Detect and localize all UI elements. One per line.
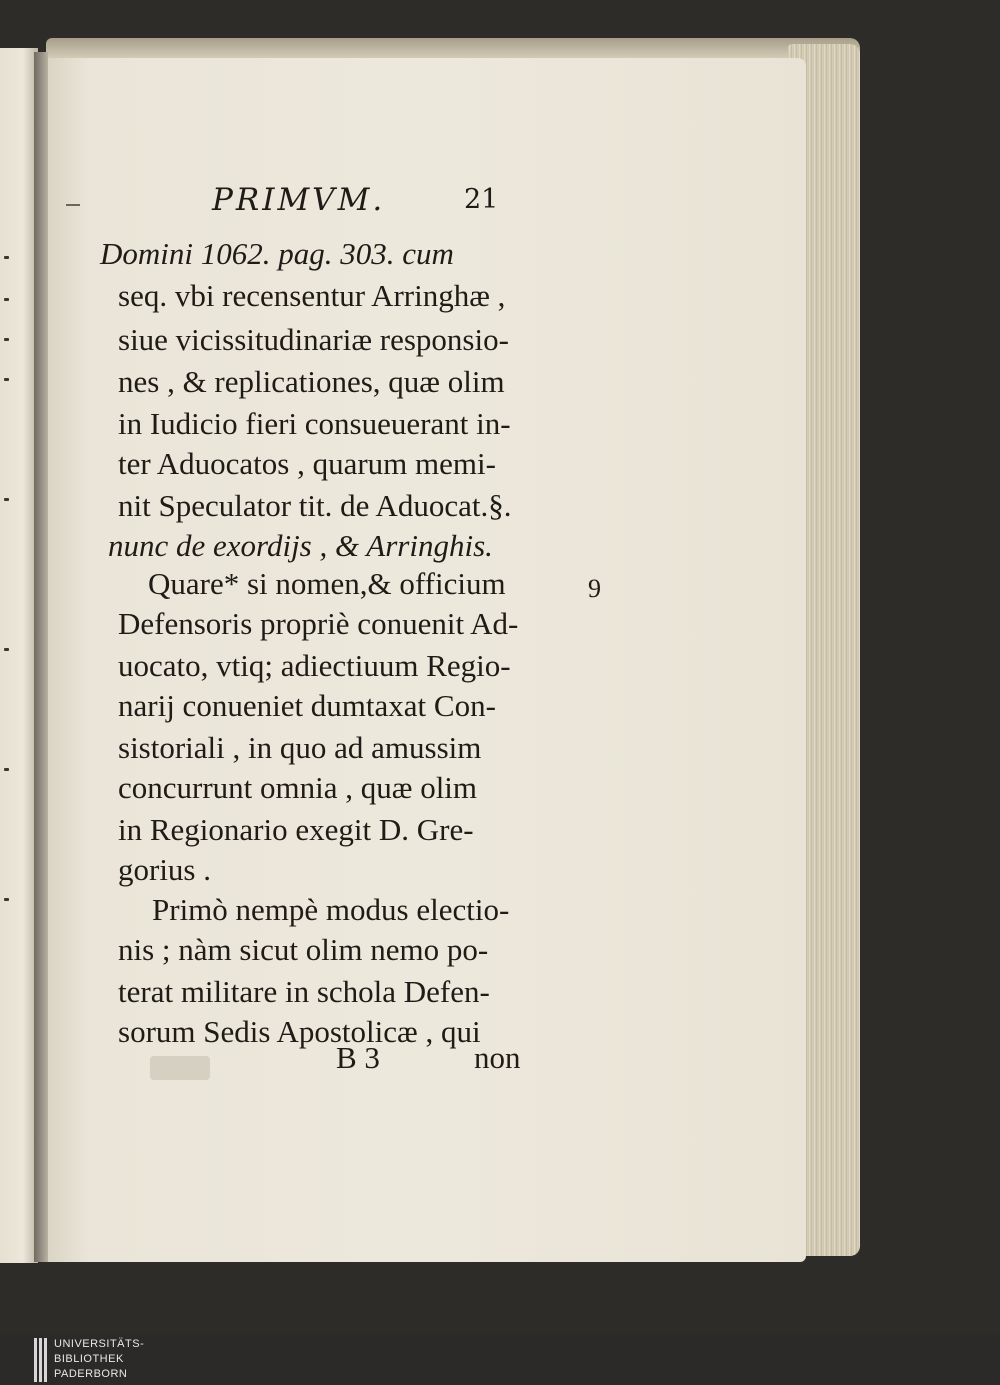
book-gutter	[34, 52, 48, 1262]
ink-mark	[4, 498, 9, 501]
text-line: nes , & replicationes, quæ olim	[118, 364, 505, 399]
library-name-line3: PADERBORN	[54, 1368, 128, 1380]
text-line: seq. vbi recensentur Arringhæ ,	[118, 278, 506, 313]
ink-mark	[4, 648, 9, 651]
text-line: uocato, vtiq; adiectiuum Regio-	[118, 648, 511, 683]
text-line: nit Speculator tit. de Aduocat.§.	[118, 488, 512, 523]
ink-mark	[4, 768, 9, 771]
library-name	[54, 1337, 144, 1382]
ink-bleed	[150, 1056, 210, 1080]
text-line: Domini 1062. pag. 303. cum	[100, 236, 454, 271]
text-line: siue vicissitudinariæ responsio-	[118, 322, 509, 357]
library-footer-bar	[0, 1335, 1000, 1385]
text-line: terat militare in schola Defen-	[118, 974, 490, 1009]
book-top-edge	[46, 38, 860, 60]
text-line: concurrunt omnia , quæ olim	[118, 770, 478, 805]
ink-mark	[4, 378, 9, 381]
ink-mark	[4, 256, 9, 259]
ink-mark	[4, 338, 9, 341]
text-line: nis ; nàm sicut olim nemo po-	[118, 932, 489, 967]
text-line: in Regionario exegit D. Gre-	[118, 812, 474, 847]
ink-mark	[4, 898, 9, 901]
text-line: Quare* si nomen,& officium	[148, 566, 506, 601]
library-name-line2: BIBLIOTHEK	[54, 1353, 124, 1365]
signature-mark: B 3	[336, 1040, 380, 1075]
library-logo-icon	[34, 1338, 50, 1382]
text-line: Defensoris propriè conuenit Ad-	[118, 606, 519, 641]
margin-note: 9	[588, 574, 601, 603]
text-line: sorum Sedis Apostolicæ , qui	[118, 1014, 481, 1049]
text-line: nunc de exordijs , & Arringhis.	[108, 528, 493, 563]
text-line: gorius .	[118, 852, 211, 887]
header-dash	[66, 204, 80, 206]
text-line: sistoriali , in quo ad amussim	[118, 730, 482, 765]
left-page-edge	[0, 48, 38, 1263]
catchword: non	[474, 1040, 521, 1075]
running-title: PRIMVM.	[212, 182, 386, 218]
text-line: narij conueniet dumtaxat Con-	[118, 688, 496, 723]
text-line: ter Aduocatos , quarum memi-	[118, 446, 496, 481]
library-name-line1: UNIVERSITÄTS-	[54, 1338, 145, 1350]
text-line: in Iudicio fieri consueuerant in-	[118, 406, 511, 441]
ink-mark	[4, 298, 9, 301]
text-line: Primò nempè modus electio-	[152, 892, 510, 927]
page-number: 21	[464, 184, 499, 215]
